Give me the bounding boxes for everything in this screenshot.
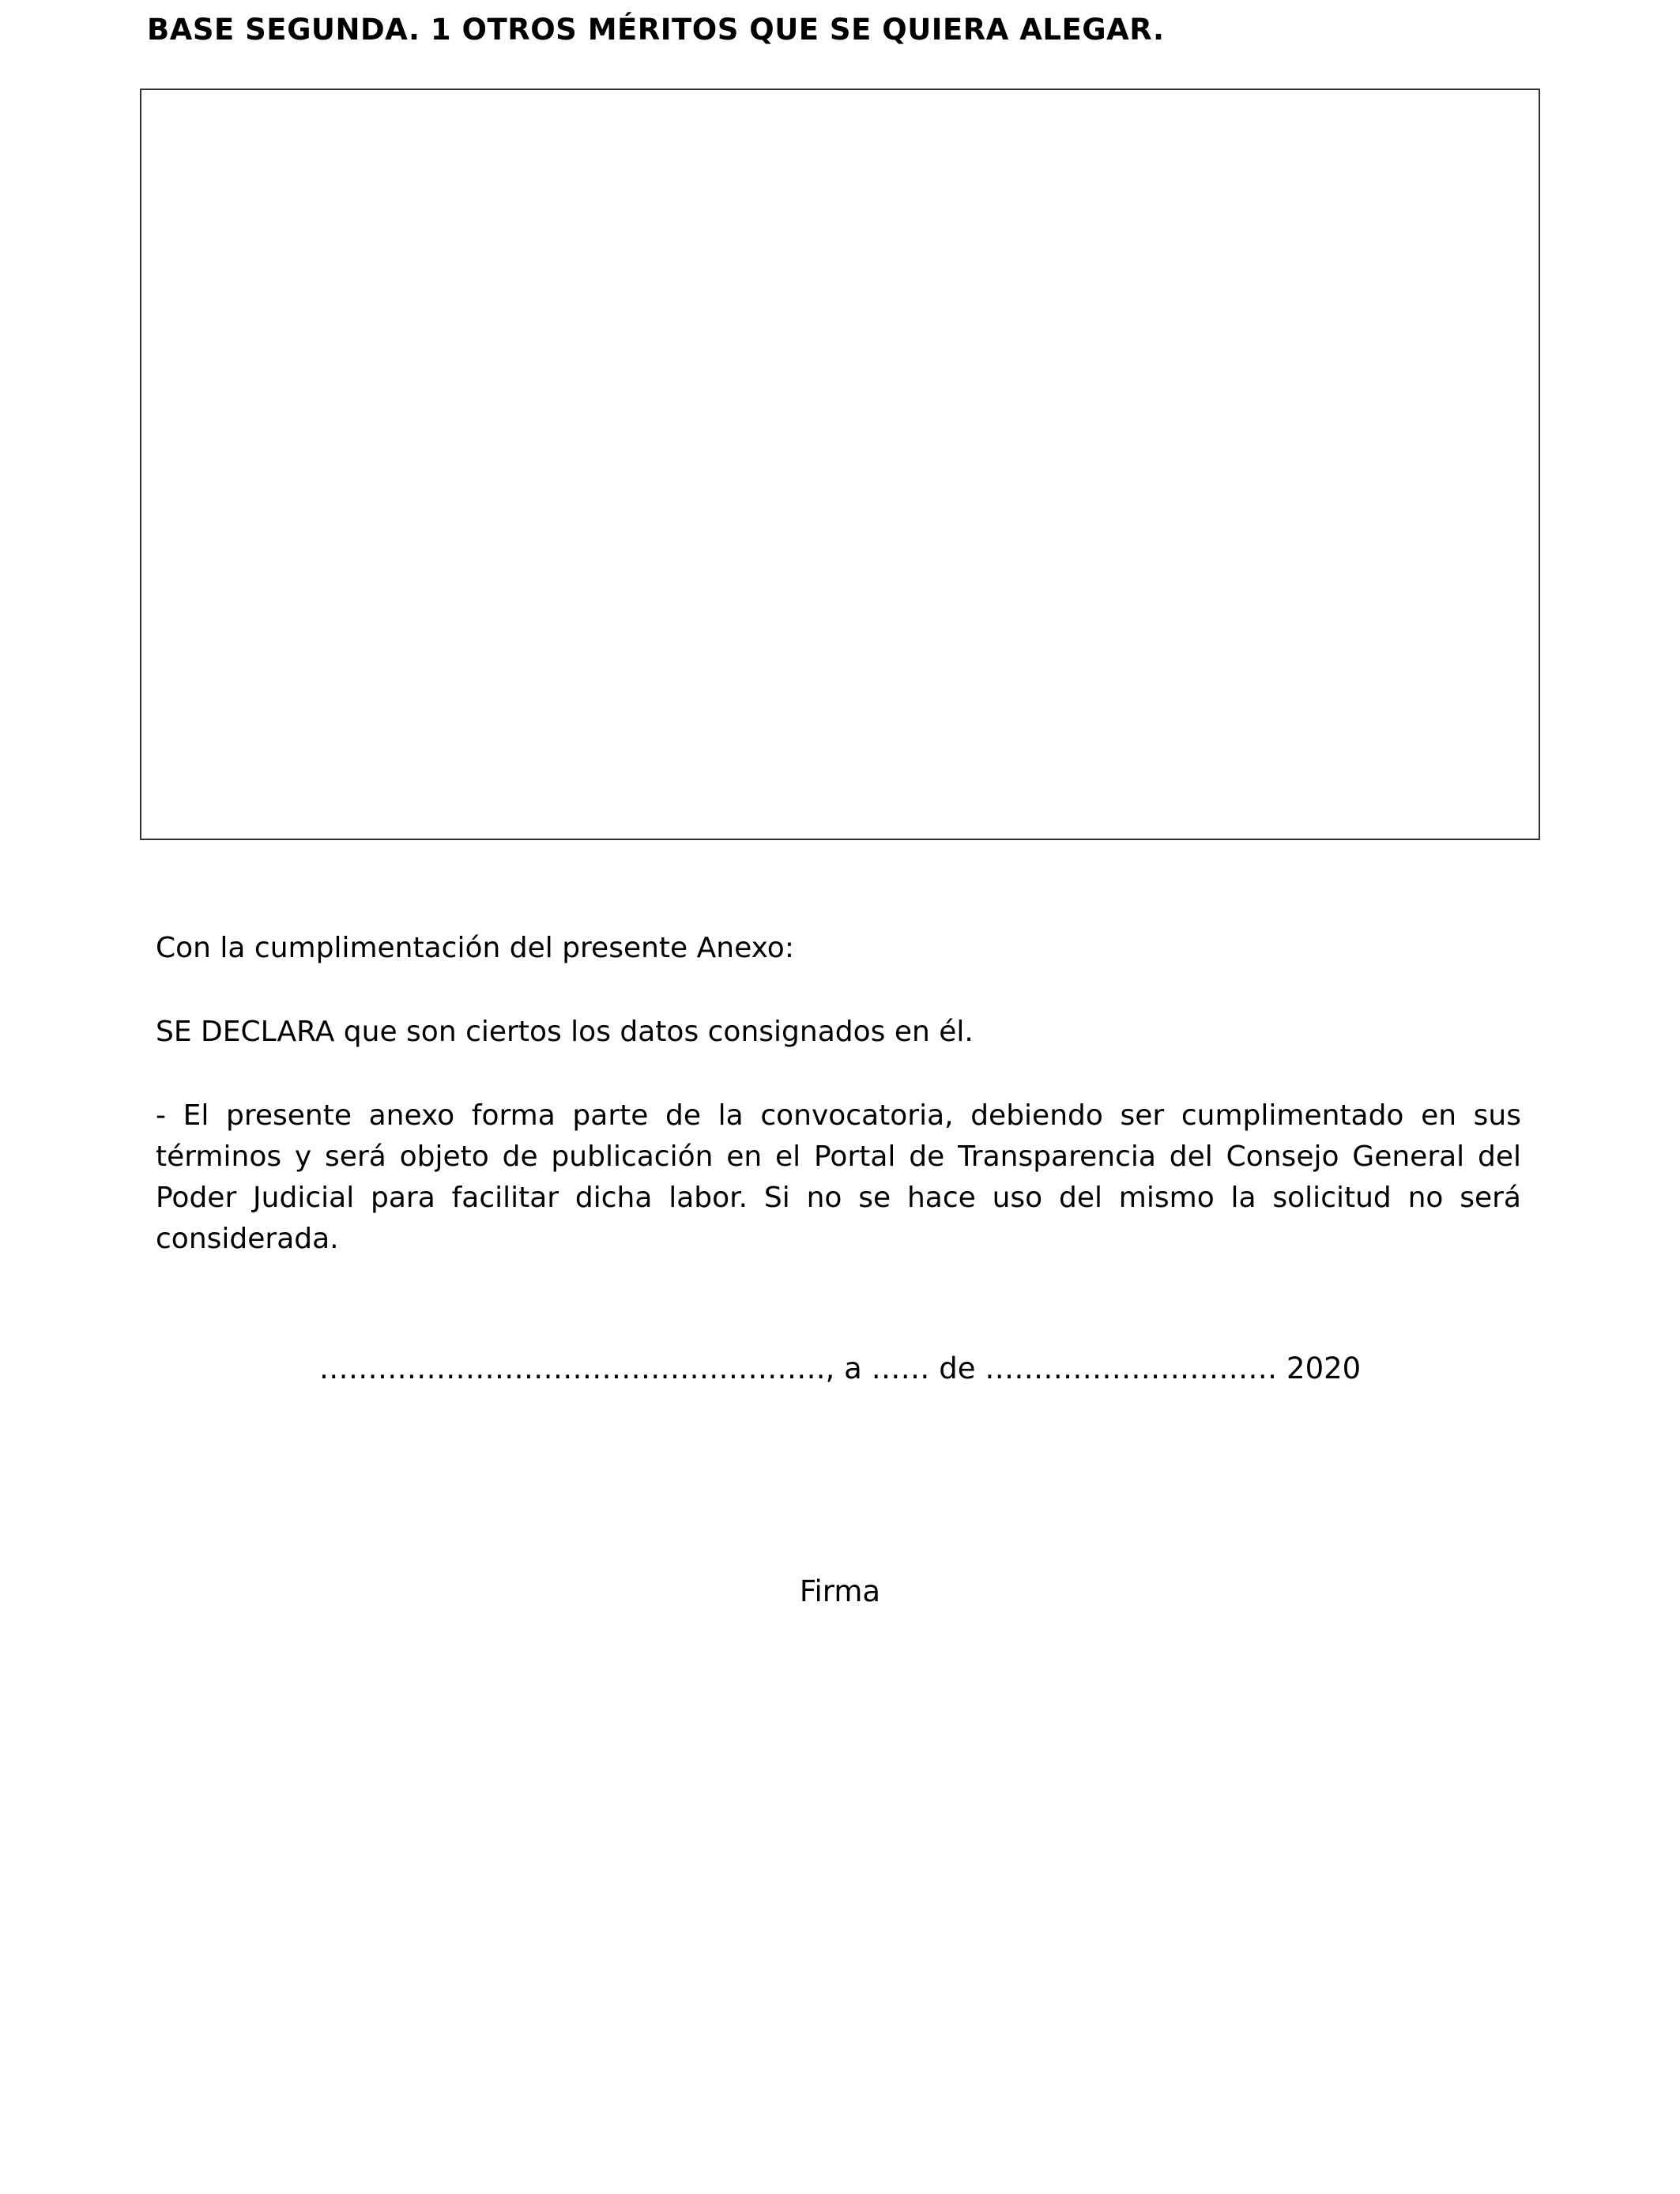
declaration-text: SE DECLARA que son ciertos los datos consignados en él. (156, 1016, 974, 1048)
annex-note-paragraph: - El presente anexo forma parte de la convocatoria, debiendo ser cumplimentado en sus términos y será objeto de publicación en el Portal de Transparencia del Consejo General del Poder Judicial para facilitar dicha labor. Si no se hace uso del mismo la solicitud no será considerada. (156, 1099, 1521, 1255)
place-date-line: ……………………………………………., a …… de ………………………… 2020 (318, 1351, 1362, 1385)
intro-text: Con la cumplimentación del presente Anexo: (156, 932, 794, 964)
page-title: BASE SEGUNDA. 1 OTROS MÉRITOS QUE SE QUIERA ALEGAR. (147, 13, 1165, 47)
merits-entry-box[interactable] (140, 89, 1540, 840)
signature-label: Firma (799, 1574, 881, 1608)
